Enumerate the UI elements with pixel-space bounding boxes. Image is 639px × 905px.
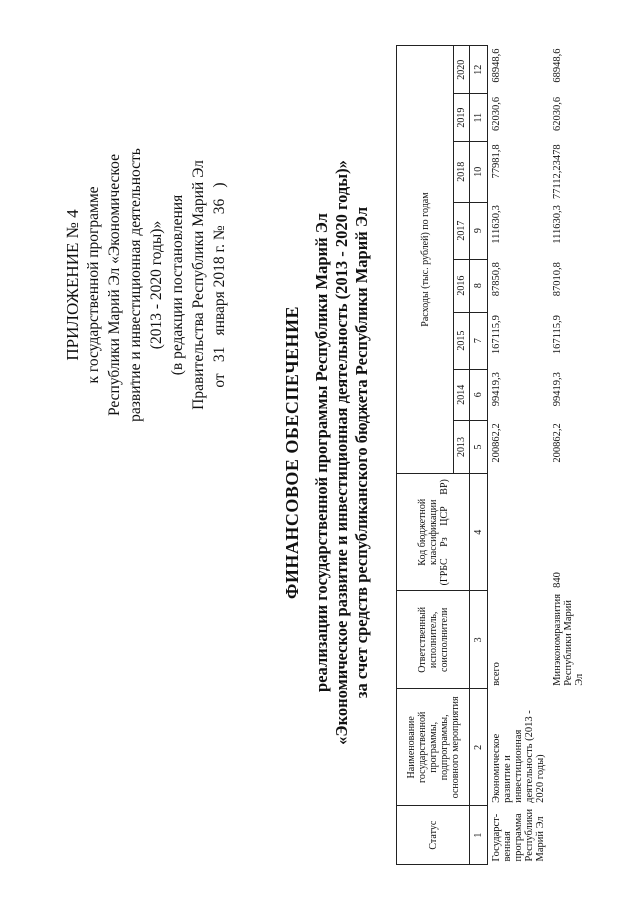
column-number: 4 bbox=[470, 474, 488, 591]
row-value: 99419,3 bbox=[552, 372, 563, 407]
date-month-year: января 2018 г. № bbox=[211, 225, 228, 336]
kbk-code: ЦСР bbox=[438, 506, 450, 526]
year-header: 2014 bbox=[454, 369, 470, 420]
row-value: 111630,3 bbox=[491, 205, 502, 244]
row-value: 99419,3 bbox=[491, 372, 502, 407]
header-status: Статус bbox=[397, 806, 470, 865]
year-header: 2019 bbox=[454, 94, 470, 141]
year-header: 2016 bbox=[454, 259, 470, 312]
column-number: 1 bbox=[470, 806, 488, 865]
row-value: 200862,2 bbox=[491, 423, 502, 463]
row-value: 167115,9 bbox=[491, 315, 502, 355]
column-number: 3 bbox=[470, 591, 488, 689]
row-name: Экономическое развитие и инвестиционная деятельность (2013 - 2020 годы) bbox=[491, 710, 546, 803]
row-value: 62030,6 bbox=[552, 96, 563, 132]
appendix-line: Правительства Республики Марий Эл bbox=[190, 160, 207, 410]
appendix-line: (в редакции постановления bbox=[169, 194, 186, 376]
subtitle-line: «Экономическое развитие и инвестиционная деятельность (2013 - 2020 годы)» bbox=[332, 160, 351, 745]
kbk-code: Рз bbox=[438, 537, 450, 547]
table-row bbox=[549, 46, 588, 865]
column-number: 12 bbox=[470, 46, 488, 94]
column-number: 9 bbox=[470, 202, 488, 259]
row-value: 77981,8 bbox=[491, 144, 502, 179]
row-executor: всего bbox=[491, 662, 502, 686]
row-executor: Минэкономразвития Республики Марий Эл bbox=[552, 593, 585, 686]
row-kbk: 840 bbox=[552, 572, 563, 588]
decree-number: 36 bbox=[211, 198, 228, 215]
date-prefix: от bbox=[211, 373, 228, 388]
column-number: 10 bbox=[470, 141, 488, 202]
document-title: ФИНАНСОВОЕ ОБЕСПЕЧЕНИЕ bbox=[282, 305, 302, 600]
row-value: 200862,2 bbox=[552, 423, 563, 463]
row-value: 87850,8 bbox=[491, 262, 502, 297]
column-number: 5 bbox=[470, 420, 488, 473]
kbk-code: (ГРБС bbox=[438, 558, 450, 586]
appendix-line: к государственной программе bbox=[85, 186, 102, 384]
header-name: Наименование государственной программы, подпрограммы, основного мероприятия bbox=[397, 689, 470, 806]
column-number-row bbox=[470, 46, 488, 865]
appendix-line: Республики Марий Эл «Экономическое bbox=[106, 154, 123, 416]
kbk-code: ВР) bbox=[438, 479, 450, 495]
row-value: 62030,6 bbox=[491, 96, 502, 132]
appendix-heading: ПРИЛОЖЕНИЕ № 4 bbox=[63, 209, 82, 361]
appendix-line: развитие и инвестиционная деятельность bbox=[127, 148, 144, 422]
row-value: 68948,6 bbox=[552, 48, 563, 83]
row-status: Государст-венная программа Республики Марий Эл bbox=[491, 808, 546, 862]
column-number: 11 bbox=[470, 94, 488, 141]
subtitle-line: за счет средств республиканского бюджета Республики Марий Эл bbox=[352, 206, 371, 699]
year-header: 2018 bbox=[454, 141, 470, 202]
finance-table bbox=[396, 45, 588, 865]
appendix-line: (2013 - 2020 годы)» bbox=[148, 220, 165, 350]
column-number: 8 bbox=[470, 259, 488, 312]
column-number: 2 bbox=[470, 689, 488, 806]
row-name bbox=[549, 689, 588, 806]
row-status bbox=[549, 806, 588, 865]
kbk-codes bbox=[439, 477, 450, 587]
row-value: 87010,8 bbox=[552, 262, 563, 297]
header-kbk bbox=[397, 474, 470, 591]
year-header: 2020 bbox=[454, 46, 470, 94]
header-row bbox=[397, 46, 454, 865]
date-day: 31 bbox=[211, 346, 228, 363]
appendix-block bbox=[62, 125, 230, 445]
document-subtitle bbox=[312, 0, 372, 905]
year-header: 2015 bbox=[454, 312, 470, 369]
row-kbk bbox=[488, 474, 550, 591]
year-header: 2013 bbox=[454, 420, 470, 473]
appendix-date-line bbox=[209, 125, 230, 445]
row-value: 111630,3 bbox=[552, 205, 563, 244]
header-executor: Ответственный исполнитель, соисполнители bbox=[397, 591, 470, 689]
header-expenses: Расходы (тыс. рублей) по годам bbox=[397, 46, 454, 474]
year-header: 2017 bbox=[454, 202, 470, 259]
table-row bbox=[488, 46, 550, 865]
subtitle-line: реализации государственной программы Республики Марий Эл bbox=[312, 213, 331, 692]
column-number: 7 bbox=[470, 312, 488, 369]
column-number: 6 bbox=[470, 369, 488, 420]
kbk-title: Код бюджетной классификации bbox=[416, 498, 439, 566]
date-suffix: ) bbox=[211, 182, 228, 188]
row-value: 77112,23478 bbox=[552, 144, 563, 200]
row-value: 167115,9 bbox=[552, 315, 563, 355]
row-value: 68948,6 bbox=[491, 48, 502, 83]
